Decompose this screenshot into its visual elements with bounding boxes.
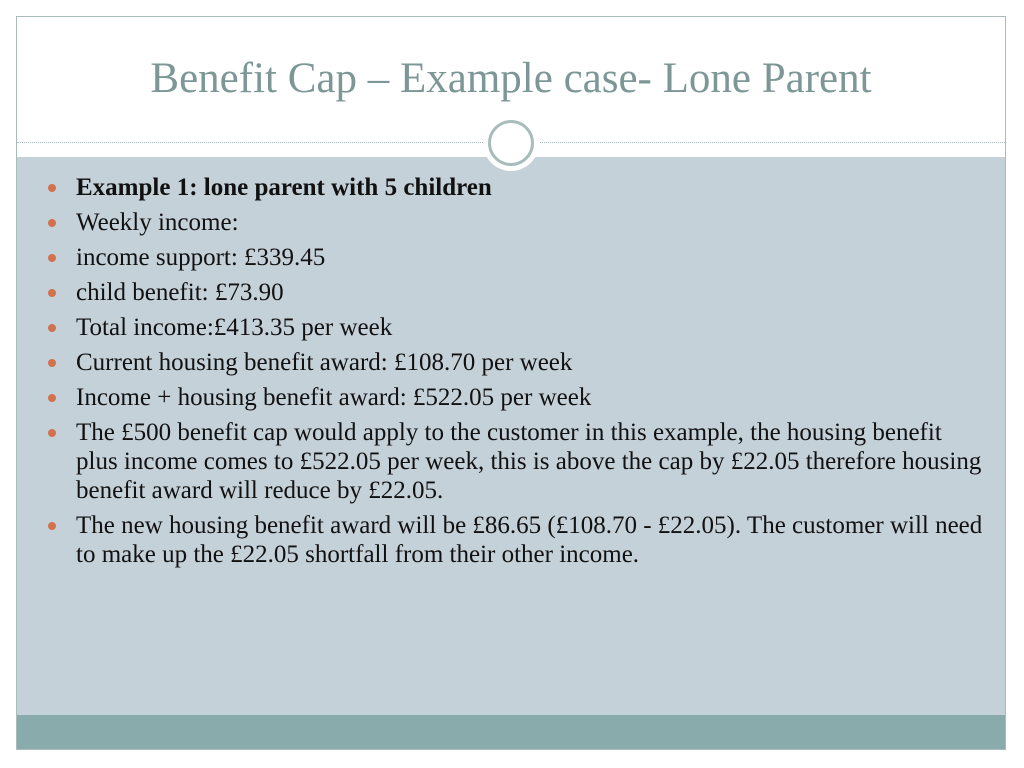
dot-bullet-icon [48,184,56,192]
dot-bullet-icon [48,429,56,437]
bullet-text: Example 1: lone parent with 5 children [76,174,492,201]
bullet-item [17,313,1005,342]
bullet-item [17,243,1005,272]
bullet-item [17,383,1005,412]
bullet-text: Weekly income: [76,209,239,236]
bullet-text: income support: £339.45 [76,244,326,271]
slide-title: Benefit Cap – Example case- Lone Parent [150,55,872,102]
dot-bullet-icon [48,394,56,402]
bullet-text: The £500 benefit cap would apply to the customer in this example, the housing benefit plus income comes to £522.05 per week, this is above the cap by £22.05 therefore housing benefit award will reduce by £22.05. [76,419,982,504]
bullet-item [17,278,1005,307]
bullet-text: Current housing benefit award: £108.70 per week [76,349,573,376]
bullet-item [17,511,1005,569]
dot-bullet-icon [48,359,56,367]
bullet-item [17,208,1005,237]
bullet-text: Income + housing benefit award: £522.05 per week [76,384,592,411]
bullet-text: child benefit: £73.90 [76,279,284,306]
bullet-item [17,173,1005,202]
slide-frame [16,16,1006,750]
bullet-text: The new housing benefit award will be £86.65 (£108.70 - £22.05). The customer will need to make up the £22.05 shortfall from their other income. [76,512,983,568]
dot-bullet-icon [48,522,56,530]
bullet-list [17,173,1005,575]
dot-bullet-icon [48,289,56,297]
dot-bullet-icon [48,219,56,227]
bullet-item [17,418,1005,505]
bottom-band [17,715,1005,749]
ring-inner [488,120,534,166]
bullet-item [17,348,1005,377]
bullet-text: Total income:£413.35 per week [76,314,393,341]
dot-bullet-icon [48,324,56,332]
circle-ring-icon [483,115,539,171]
dot-bullet-icon [48,254,56,262]
